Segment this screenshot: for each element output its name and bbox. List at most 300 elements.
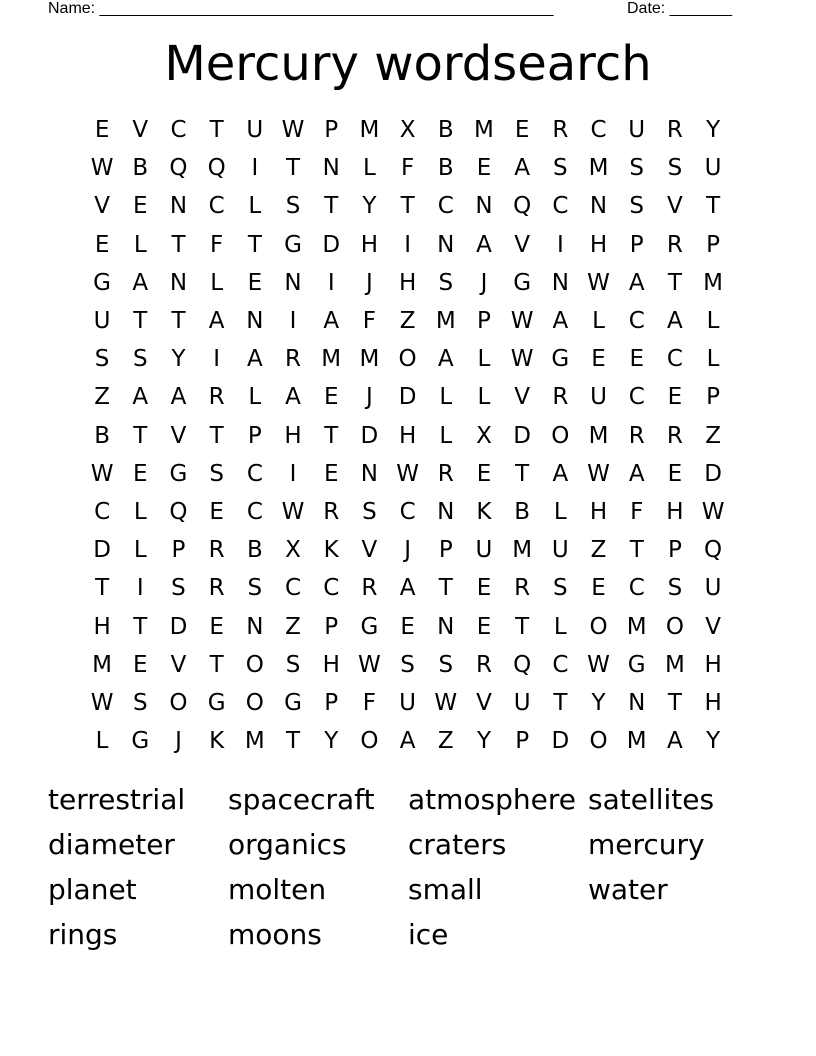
grid-letter: O [245,651,264,678]
grid-letter: M [703,269,724,296]
grid-letter: A [285,384,301,411]
grid-letter: B [514,498,531,525]
grid-letter: A [552,460,569,487]
grid-letter: G [93,269,111,296]
grid-letter: Q [513,193,532,220]
grid-letter: J [404,537,411,564]
grid-letter: A [437,346,454,373]
grid-letter: S [247,575,263,602]
grid-letter: B [94,422,110,449]
grid-letter: A [323,308,340,335]
grid-letter: N [322,155,340,182]
word-list [48,780,768,960]
grid-letter: M [626,613,647,640]
grid-letter: A [170,384,187,411]
grid-letter: E [476,460,492,487]
grid-letter: E [133,460,148,487]
grid-letter: H [93,613,111,640]
grid-letter: E [514,117,530,144]
grid-letter: Y [476,728,491,755]
grid-letter: R [437,460,454,487]
grid-letter: H [704,651,722,678]
grid-letter: L [553,613,567,640]
grid-letter: D [398,384,417,411]
grid-letter: V [514,231,531,258]
grid-letter: A [399,728,416,755]
grid-letter: C [590,117,607,144]
grid-letter: H [322,651,340,678]
grid-letter: G [284,231,302,258]
grid-letter: L [706,346,720,373]
grid-letter: T [515,460,530,487]
grid-letter: M [92,651,113,678]
grid-letter: C [628,384,645,411]
grid-letter: P [477,308,491,335]
grid-letter: H [360,231,379,258]
grid-letter: G [627,651,646,678]
grid-letter: C [437,193,454,220]
grid-letter: Y [171,346,186,373]
grid-letter: B [437,155,454,182]
grid-letter: U [93,308,111,335]
grid-letter: R [361,575,378,602]
grid-letter: S [94,346,110,373]
grid-letter: Q [169,498,188,525]
grid-letter: E [476,575,492,602]
word-list-item: water [588,873,668,906]
grid-letter: T [667,689,682,716]
grid-letter: O [589,613,608,640]
grid-letter: L [439,422,453,449]
grid-letter: P [324,613,339,640]
grid-letter: N [551,269,569,296]
grid-letter: E [133,193,148,220]
grid-letter: Z [285,613,301,640]
grid-letter: T [171,231,186,258]
grid-letter: C [552,193,569,220]
word-list-item: spacecraft [228,783,375,816]
grid-letter: S [438,651,454,678]
grid-letter: V [705,613,721,640]
grid-letter: M [588,422,609,449]
letter-grid [83,111,732,760]
grid-letter: E [476,155,492,182]
grid-letter: S [553,575,568,602]
grid-letter: L [133,498,147,525]
grid-letter: L [133,537,147,564]
grid-letter: C [170,117,187,144]
grid-letter: J [366,384,373,411]
grid-letter: P [706,384,721,411]
grid-letter: N [284,269,302,296]
grid-letter: H [589,498,608,525]
grid-letter: N [437,231,455,258]
word-list-item: organics [228,828,347,861]
grid-letter: A [667,728,683,755]
grid-letter: M [626,728,647,755]
grid-letter: T [133,308,148,335]
grid-letter: E [667,460,683,487]
grid-letter: S [285,193,301,220]
grid-letter: K [323,537,339,564]
grid-letter: Q [704,537,723,564]
grid-letter: S [362,498,377,525]
grid-letter: N [437,613,455,640]
grid-letter: Q [513,651,532,678]
grid-letter: L [477,346,491,373]
grid-letter: E [94,231,110,258]
grid-letter: E [591,575,606,602]
grid-letter: P [629,231,644,258]
grid-letter: R [208,575,225,602]
word-list-item: rings [48,918,118,951]
grid-letter: D [360,422,379,449]
grid-letter: C [94,498,111,525]
grid-letter: C [628,575,645,602]
grid-letter: M [244,728,265,755]
grid-letter: D [704,460,722,487]
grid-letter: V [361,537,378,564]
grid-letter: C [628,308,645,335]
grid-letter: M [435,308,456,335]
grid-letter: E [400,613,415,640]
grid-letter: R [552,117,569,144]
word-list-item: diameter [48,828,175,861]
grid-letter: R [208,537,225,564]
grid-letter: B [246,537,263,564]
grid-letter: O [360,728,379,755]
grid-letter: Y [706,117,721,144]
grid-letter: G [360,613,379,640]
grid-letter: L [248,193,262,220]
grid-letter: T [667,269,682,296]
grid-letter: V [170,422,187,449]
word-list-item: molten [228,873,327,906]
grid-letter: V [476,689,492,716]
grid-letter: P [171,537,186,564]
grid-letter: S [629,155,645,182]
grid-letter: A [476,231,492,258]
word-list-item: ice [408,918,449,951]
grid-letter: Y [362,193,377,220]
grid-letter: A [132,269,149,296]
grid-letter: H [589,231,608,258]
grid-letter: L [248,384,262,411]
grid-letter: F [630,498,644,525]
grid-letter: N [246,613,264,640]
grid-letter: R [323,498,340,525]
date-field-line: Date: _______ [627,0,732,17]
grid-letter: P [247,422,262,449]
grid-letter: T [515,613,530,640]
grid-letter: W [90,689,114,716]
grid-letter: A [246,346,263,373]
grid-letter: S [629,193,645,220]
grid-letter: R [666,422,683,449]
grid-letter: R [208,384,225,411]
grid-letter: I [136,575,144,602]
grid-letter: F [210,231,224,258]
grid-letter: M [588,155,609,182]
grid-letter: T [438,575,453,602]
grid-letter: S [400,651,415,678]
grid-letter: I [289,308,297,335]
grid-letter: N [589,193,608,220]
grid-letter: M [321,346,342,373]
grid-letter: G [131,728,150,755]
grid-letter: M [359,117,380,144]
grid-letter: Z [399,308,416,335]
grid-letter: A [628,269,645,296]
grid-letter: E [209,498,224,525]
grid-letter: D [513,422,532,449]
grid-letter: R [285,346,302,373]
grid-letter: O [589,728,608,755]
grid-letter: W [358,651,381,678]
grid-letter: K [209,728,225,755]
grid-letter: N [437,498,455,525]
grid-letter: I [556,231,564,258]
grid-letter: D [551,728,570,755]
grid-letter: M [512,537,533,564]
grid-letter: Z [437,728,454,755]
grid-letter: U [475,537,493,564]
grid-letter: S [285,651,301,678]
grid-letter: W [281,498,305,525]
grid-letter: X [285,537,301,564]
grid-letter: I [213,346,221,373]
grid-letter: E [133,651,148,678]
grid-letter: E [591,346,606,373]
grid-letter: U [513,689,531,716]
grid-letter: U [590,384,607,411]
grid-letter: N [169,193,188,220]
grid-letter: I [251,155,259,182]
word-list-item: terrestrial [48,783,186,816]
grid-letter: M [359,346,380,373]
grid-letter: J [480,269,488,296]
grid-letter: I [404,231,411,258]
grid-letter: H [284,422,302,449]
grid-letter: E [323,460,339,487]
grid-letter: O [169,689,188,716]
grid-letter: W [587,460,610,487]
grid-letter: C [323,575,340,602]
grid-letter: L [706,308,720,335]
grid-letter: T [133,613,148,640]
grid-letter: P [706,231,721,258]
grid-letter: V [170,651,187,678]
grid-letter: N [628,689,646,716]
grid-letter: F [362,689,377,716]
grid-letter: N [475,193,493,220]
grid-letter: B [132,155,149,182]
grid-letter: O [398,346,417,373]
grid-letter: F [362,308,377,335]
grid-letter: Y [324,728,339,755]
word-list-item: moons [228,918,322,951]
grid-letter: P [324,117,339,144]
grid-letter: W [587,269,610,296]
grid-letter: Y [706,728,721,755]
grid-letter: S [132,689,148,716]
grid-letter: R [666,231,683,258]
grid-letter: T [324,193,339,220]
grid-letter: A [667,308,683,335]
grid-letter: U [551,537,569,564]
grid-letter: A [208,308,225,335]
grid-letter: D [93,537,111,564]
grid-letter: U [704,575,722,602]
grid-letter: H [704,689,722,716]
grid-letter: T [209,651,224,678]
grid-letter: D [322,231,341,258]
page-title: Mercury wordsearch [164,36,652,92]
grid-letter: C [399,498,416,525]
grid-letter: T [629,537,644,564]
grid-letter: C [246,460,263,487]
grid-letter: O [551,422,570,449]
grid-letter: V [667,193,683,220]
grid-letter: G [207,689,226,716]
grid-letter: Z [94,384,110,411]
grid-letter: J [175,728,182,755]
grid-letter: L [553,498,567,525]
grid-letter: P [324,689,339,716]
grid-letter: D [169,613,188,640]
grid-letter: M [664,651,685,678]
grid-letter: C [552,651,569,678]
grid-letter: C [246,498,263,525]
word-list-item: small [408,873,483,906]
grid-letter: W [587,651,610,678]
grid-letter: E [476,613,492,640]
grid-letter: S [209,460,224,487]
grid-letter: H [398,422,417,449]
grid-letter: T [553,689,568,716]
grid-letter: C [666,346,683,373]
grid-letter: T [286,728,301,755]
grid-letter: X [476,422,492,449]
grid-letter: O [245,689,264,716]
grid-letter: S [438,269,454,296]
grid-letter: P [515,728,530,755]
grid-letter: P [667,537,682,564]
grid-letter: T [324,422,339,449]
grid-letter: S [667,155,683,182]
grid-letter: O [665,613,684,640]
grid-letter: E [323,384,339,411]
grid-letter: R [628,422,645,449]
grid-letter: A [132,384,149,411]
grid-letter: A [552,308,569,335]
word-list-item: satellites [588,783,715,816]
grid-letter: W [281,117,305,144]
grid-letter: S [667,575,683,602]
grid-letter: S [553,155,568,182]
grid-letter: U [704,155,722,182]
grid-letter: U [628,117,646,144]
grid-letter: Y [591,689,606,716]
grid-letter: L [133,231,147,258]
grid-letter: Z [705,422,721,449]
grid-letter: G [169,460,188,487]
grid-letter: W [396,460,419,487]
grid-letter: W [701,498,725,525]
grid-letter: V [94,193,110,220]
grid-letter: P [438,537,453,564]
grid-letter: I [289,460,297,487]
grid-letter: E [209,613,224,640]
grid-letter: L [592,308,605,335]
grid-letter: L [439,384,453,411]
grid-letter: T [286,155,301,182]
grid-letter: X [399,117,416,144]
grid-letter: T [209,422,224,449]
name-field-line: Name: ___________________________________________________ [48,0,554,17]
grid-letter: V [132,117,149,144]
grid-letter: S [171,575,186,602]
word-list-item: planet [48,873,137,906]
grid-letter: B [437,117,454,144]
grid-letter: T [95,575,110,602]
grid-letter: C [208,193,225,220]
grid-letter: A [399,575,416,602]
grid-letter: L [477,384,491,411]
grid-letter: L [95,728,109,755]
grid-letter: V [514,384,531,411]
grid-letter: T [247,231,262,258]
grid-letter: E [667,384,683,411]
grid-letter: W [510,346,534,373]
grid-letter: G [284,689,302,716]
grid-letter: E [94,117,110,144]
grid-letter: H [398,269,417,296]
grid-letter: T [400,193,415,220]
grid-letter: C [285,575,302,602]
grid-letter: K [476,498,492,525]
grid-letter: H [666,498,684,525]
grid-letter: W [90,155,114,182]
grid-letter: Q [207,155,226,182]
grid-letter: N [246,308,264,335]
grid-letter: T [706,193,721,220]
grid-letter: J [366,269,373,296]
grid-letter: E [247,269,263,296]
grid-letter: R [666,117,683,144]
grid-letter: T [171,308,186,335]
grid-letter: U [246,117,264,144]
grid-letter: M [474,117,494,144]
grid-letter: E [629,346,644,373]
grid-letter: N [169,269,188,296]
grid-letter: U [399,689,417,716]
word-list-item: atmosphere [408,783,576,816]
grid-letter: W [90,460,114,487]
grid-letter: L [362,155,376,182]
grid-letter: Q [169,155,188,182]
grid-letter: T [209,117,224,144]
grid-letter: W [510,308,534,335]
grid-letter: F [400,155,415,182]
word-list-item: craters [408,828,507,861]
grid-letter: I [327,269,335,296]
grid-letter: G [513,269,532,296]
grid-letter: W [434,689,458,716]
grid-letter: T [133,422,148,449]
grid-letter: A [628,460,645,487]
grid-letter: R [514,575,531,602]
